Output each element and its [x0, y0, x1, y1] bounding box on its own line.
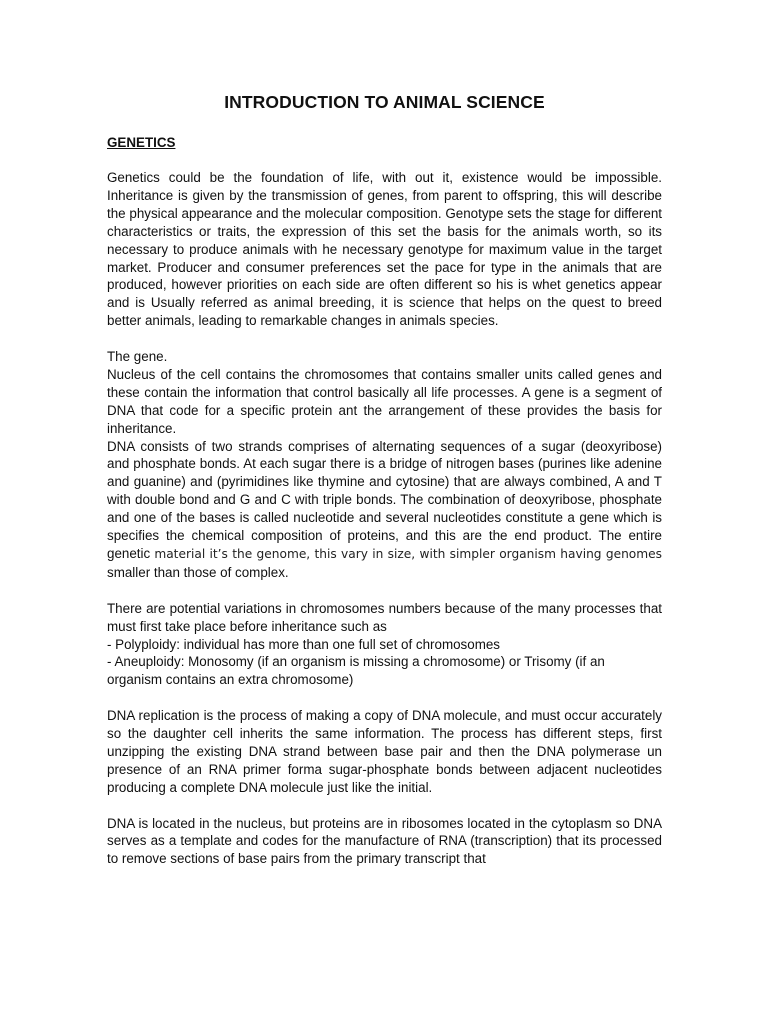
dna-structure-text: DNA consists of two strands comprises of alternating sequences of a sugar (deoxyribose) and phosphate bonds. At each sugar there is a bridge of nitrogen bases (purines like adenine and guanine) and (pyrimidines like thymine and cytosine) that are always combined, A and T with double bond and G and C with triple bonds. The combination of deoxyribose, phosphate and one of the bases is called nucleotide and several nucleotides constitute a gene which is specifies the chemical composition of proteins, and this are the end product. The entire genetic [107, 438, 662, 562]
paragraph-dna-structure [107, 438, 662, 582]
document-page [107, 91, 662, 868]
list-item-aneuploidy: - Aneuploidy: Monosomy (if an organism is missing a chromosome) or Trisomy (if an organism contains an extra chromosome) [107, 654, 605, 688]
paragraph-dna-replication: DNA replication is the process of making a copy of DNA molecule, and must occur accurately so the daughter cell inherits the same information. The process has different steps, first unzipping the existing DNA strand between base pair and then the DNA polymerase un presence of an RNA primer forma sugar-phosphate bonds between adjacent nucleotides producing a complete DNA molecule just like the initial. [107, 708, 662, 795]
paragraph-gap [107, 689, 662, 707]
list-item-polyploidy: - Polyploidy: individual has more than one full set of chromosomes [107, 636, 500, 652]
paragraph-dna-transcription: DNA is located in the nucleus, but proteins are in ribosomes located in the cytoplasm so DNA serves as a template and codes for the manufacture of RNA (transcription) that its processed to remove sections of base pairs from the primary transcript that [107, 815, 662, 867]
paragraph-gap [107, 582, 662, 600]
subheading-the-gene: The gene. [107, 349, 168, 365]
paragraph-gap [107, 797, 662, 815]
paragraph-genetics-intro: Genetics could be the foundation of life, with out it, existence would be impossible. Inheritance is given by the transmission of genes, from parent to offspring, this will describe the physical appearance and the molecular composition. Genotype sets the stage for different characteristics or traits, the expression of this set the basis for the animals worth, so its necessary to produce animals with he necessary genotype for maximum value in the target market. Producer and consumer preferences set the pace for type in the animals that are produced, however priorities on each side are often different so his is whet genetics appear and is Usually referred as animal breeding, it is science that helps on the quest to breed better animals, leading to remarkable changes in animals species. [107, 170, 662, 329]
dna-genome-end-text: smaller than those of complex. [107, 564, 289, 580]
section-heading-genetics: GENETICS [107, 135, 176, 150]
document-title: INTRODUCTION TO ANIMAL SCIENCE [224, 92, 545, 112]
paragraph-gap [107, 330, 662, 348]
paragraph-gene-nucleus: Nucleus of the cell contains the chromosomes that contains smaller units called genes and these contain the information that control basically all life processes. A gene is a segment of DNA that code for a specific protein ant the arrangement of these provides the basis for inheritance. [107, 366, 662, 436]
dna-genome-text: material it’s the genome, this vary in size, with simpler organism having genomes [154, 547, 662, 562]
paragraph-chromosome-variations: There are potential variations in chromosomes numbers because of the many processes that must first take place before inheritance such as [107, 600, 662, 634]
